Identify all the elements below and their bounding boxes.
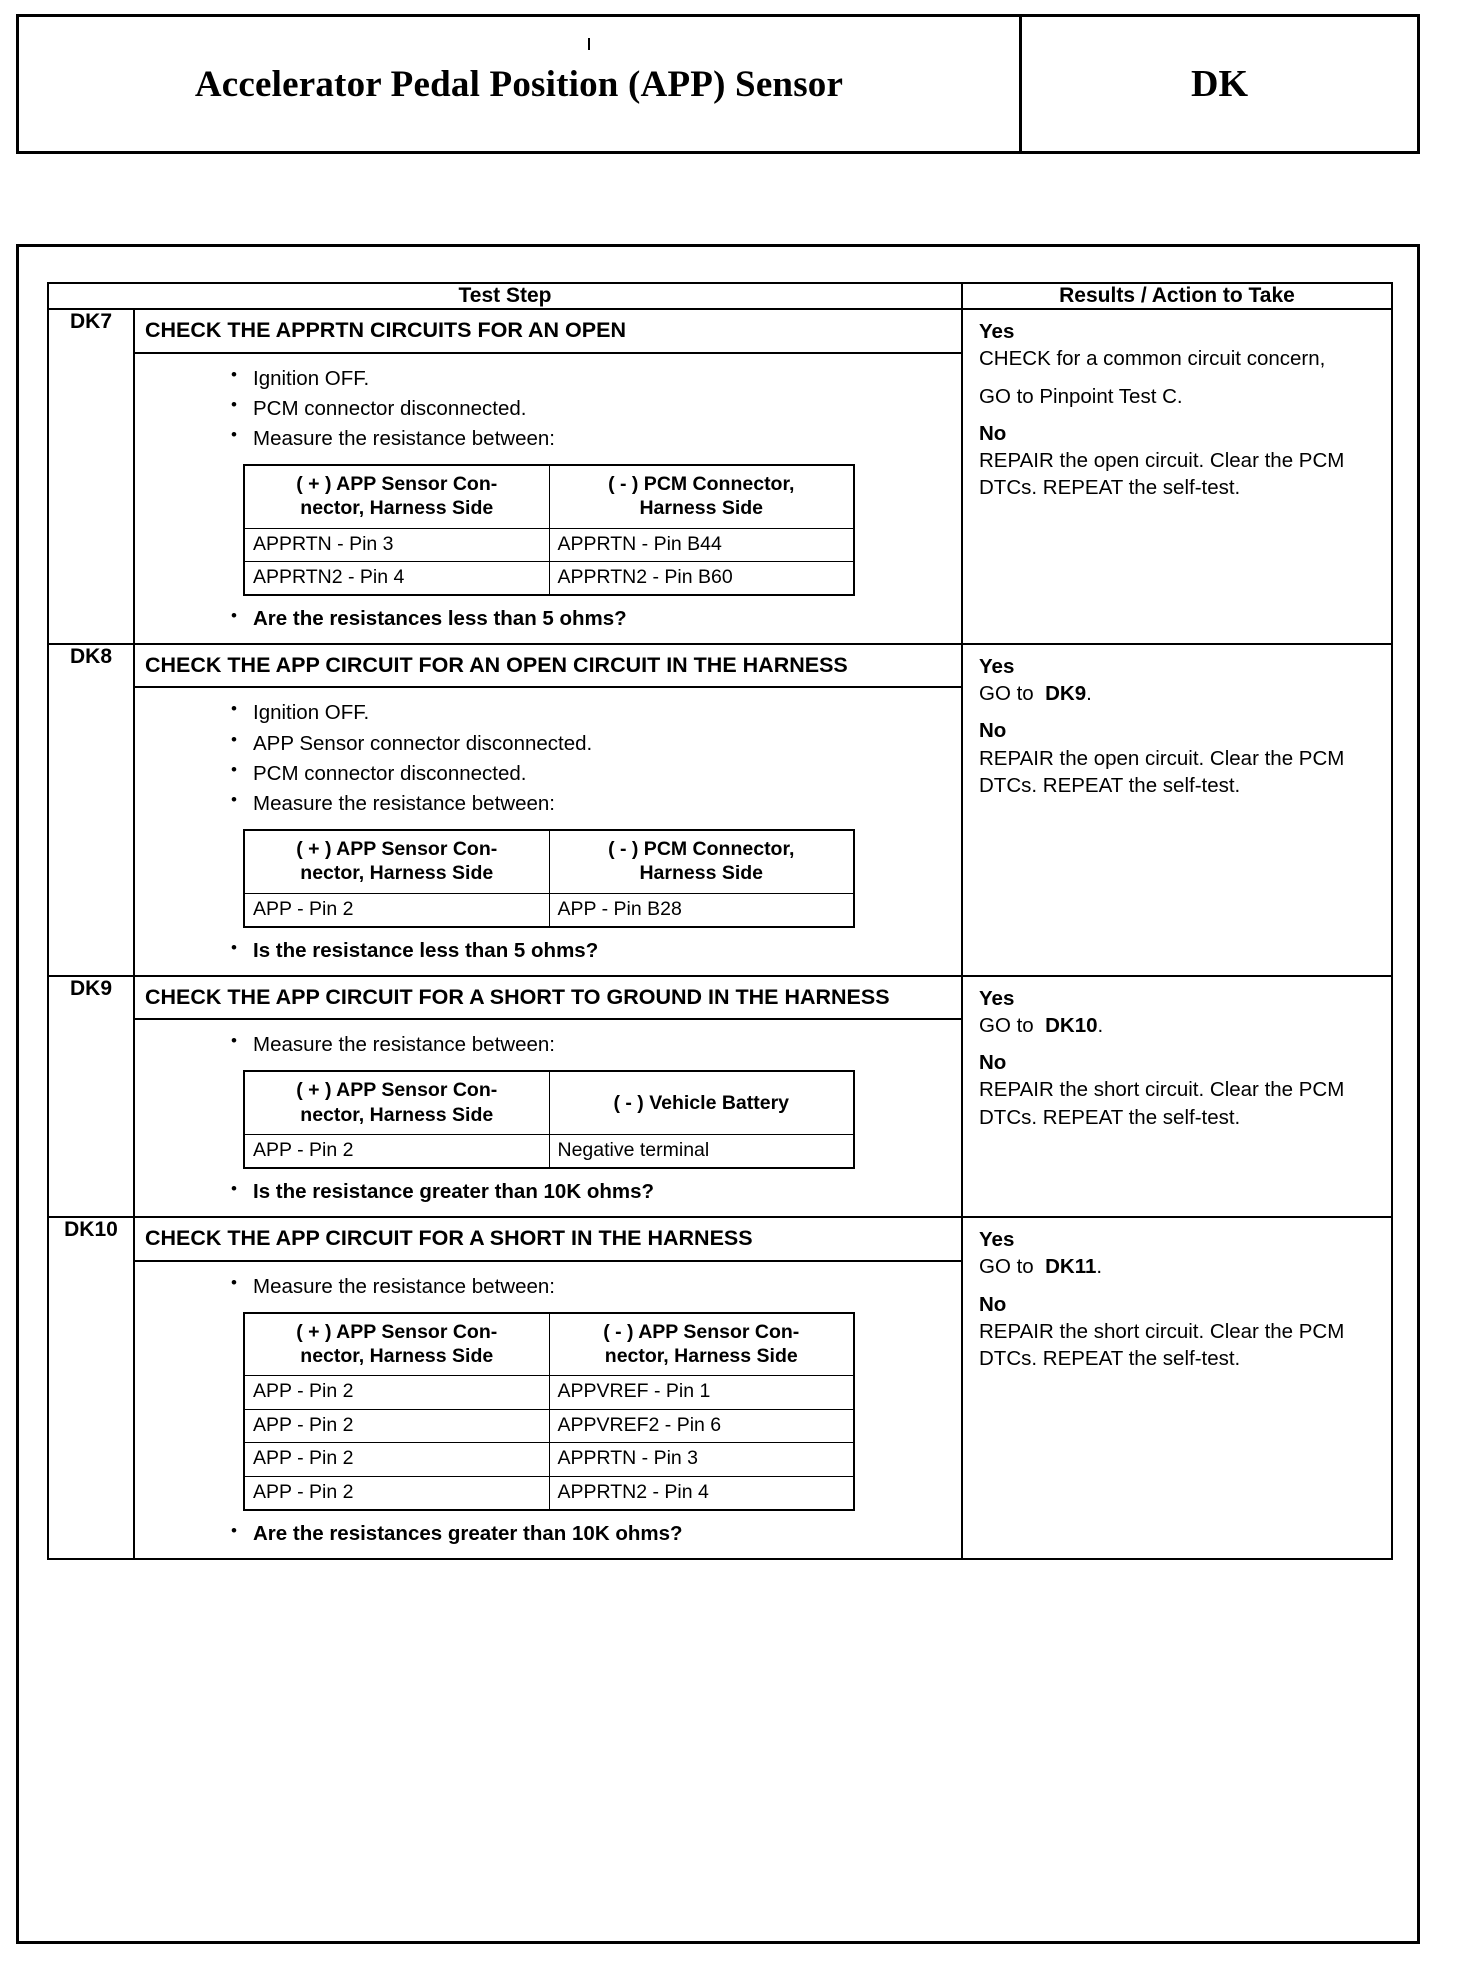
table-row (244, 1135, 854, 1169)
list-item: • Measure the resistance between: (135, 789, 961, 818)
step-question-dk9: • Is the resistance greater than 10K ohms? (135, 1171, 961, 1216)
measure-cell: APPRTN2 - Pin 4 (549, 1476, 854, 1510)
measure-cell: APP - Pin 2 (244, 893, 549, 927)
measure-header-negative (549, 830, 854, 893)
step-bullets-dk7 (135, 354, 961, 458)
result-yes-line1: CHECK for a common circuit concern, (979, 347, 1326, 371)
step-bullets-dk10 (135, 1262, 961, 1306)
table-row (244, 1376, 854, 1409)
step-id-dk7: DK7 (48, 309, 134, 644)
list-item: • Measure the resistance between: (135, 424, 961, 453)
list-item: • PCM connector disconnected. (135, 759, 961, 788)
list-item: • Measure the resistance between: (135, 1272, 961, 1301)
results-inner-dk10 (963, 1218, 1391, 1378)
measure-header-line2: ( - ) Vehicle Battery (613, 1091, 790, 1114)
step-id-dk10: DK10 (48, 1217, 134, 1558)
step-question-dk8: • Is the resistance less than 5 ohms? (135, 930, 961, 975)
table-row (244, 528, 854, 561)
result-no-label: No (979, 1292, 1007, 1316)
result-no-text: REPAIR the open circuit. Clear the PCM DTCs. REPEAT the self-test. (979, 449, 1345, 500)
header-title-cell (19, 17, 1022, 151)
result-yes-text (979, 680, 1377, 707)
step-body-dk10 (134, 1217, 962, 1558)
measure-header-line1: ( + ) APP Sensor Con- (296, 472, 498, 495)
list-item: • APP Sensor connector disconnected. (135, 729, 961, 758)
measurement-table-wrap-dk7 (135, 458, 961, 598)
step-title-dk7: CHECK THE APPRTN CIRCUITS FOR AN OPEN (135, 310, 961, 354)
measure-cell: APP - Pin 2 (244, 1135, 549, 1169)
measurement-table-wrap-dk8 (135, 823, 961, 930)
table-row (244, 893, 854, 927)
measure-cell: APPRTN - Pin B44 (549, 528, 854, 561)
step-body-dk9 (134, 976, 962, 1217)
result-no-text: REPAIR the short circuit. Clear the PCM DTCs. REPEAT the self-test. (979, 1078, 1345, 1129)
result-yes-text (979, 1253, 1377, 1280)
result-yes-suffix: . (1086, 682, 1092, 706)
table-row (244, 830, 854, 893)
list-item: • PCM connector disconnected. (135, 394, 961, 423)
measure-cell: APP - Pin 2 (244, 1376, 549, 1409)
result-yes-prefix: GO to (979, 1255, 1034, 1279)
step-title-dk8: CHECK THE APP CIRCUIT FOR AN OPEN CIRCUIT IN THE HARNESS (135, 645, 961, 689)
measure-header-line1: ( - ) APP Sensor Con- (603, 1320, 800, 1343)
measurement-table-wrap-dk10 (135, 1306, 961, 1513)
step-title-dk9: CHECK THE APP CIRCUIT FOR A SHORT TO GROUND IN THE HARNESS (135, 977, 961, 1021)
result-yes-target: DK10 (1045, 1013, 1098, 1037)
result-no-label: No (979, 719, 1007, 743)
measure-header-line2: nector, Harness Side (300, 497, 494, 520)
pinpoint-test-table (47, 282, 1393, 1560)
header-code-cell (1022, 17, 1417, 151)
result-yes-prefix: GO to (979, 1013, 1034, 1037)
measure-header-line2: nector, Harness Side (300, 1103, 494, 1126)
measurement-table-dk7 (243, 464, 855, 596)
results-inner-dk8 (963, 645, 1391, 805)
table-row (244, 1443, 854, 1476)
step-title-dk10: CHECK THE APP CIRCUIT FOR A SHORT IN THE HARNESS (135, 1218, 961, 1262)
measure-header-line2: nector, Harness Side (300, 1345, 494, 1368)
table-row (244, 465, 854, 528)
measure-header-negative (549, 1313, 854, 1376)
step-bullets-dk9 (135, 1020, 961, 1064)
result-yes-text (979, 345, 1377, 372)
step-bullets-dk8 (135, 688, 961, 822)
step-body-dk7 (134, 309, 962, 644)
page-header (16, 14, 1420, 154)
measurement-table-wrap-dk9 (135, 1064, 961, 1171)
measurement-table-dk8 (243, 829, 855, 928)
results-cell-dk9 (962, 976, 1392, 1217)
result-no-label: No (979, 1051, 1007, 1075)
table-row (48, 644, 1392, 976)
measure-header-negative (549, 1071, 854, 1134)
result-yes-prefix: GO to (979, 682, 1034, 706)
measure-header-positive (244, 465, 549, 528)
measure-cell: APPRTN2 - Pin B60 (549, 561, 854, 595)
measure-cell: APPRTN2 - Pin 4 (244, 561, 549, 595)
result-yes-target: DK9 (1045, 682, 1087, 706)
header-tick-mark (588, 38, 590, 50)
results-inner-dk9 (963, 977, 1391, 1137)
column-header-test-step: Test Step (48, 283, 962, 309)
step-body-dk8 (134, 644, 962, 976)
results-cell-dk10 (962, 1217, 1392, 1558)
measure-cell: APPRTN - Pin 3 (549, 1443, 854, 1476)
measure-header-line1: ( - ) PCM Connector, (608, 837, 795, 860)
measurement-table-dk9 (243, 1070, 855, 1169)
result-yes-label: Yes (979, 986, 1015, 1010)
table-row (48, 1217, 1392, 1558)
document-frame (16, 244, 1420, 1944)
table-row (244, 561, 854, 595)
measure-cell: APP - Pin 2 (244, 1476, 549, 1510)
measure-header-negative (549, 465, 854, 528)
table-row (48, 309, 1392, 644)
result-no-label: No (979, 421, 1007, 445)
measure-header-line1: ( - ) PCM Connector, (608, 472, 795, 495)
result-yes-line2: GO to Pinpoint Test C. (979, 384, 1183, 408)
measure-cell: APP - Pin 2 (244, 1443, 549, 1476)
measure-header-line2: Harness Side (639, 862, 764, 885)
list-item: • Measure the resistance between: (135, 1030, 961, 1059)
result-yes-label: Yes (979, 654, 1015, 678)
result-yes-target: DK11 (1045, 1255, 1097, 1279)
table-header-row (48, 283, 1392, 309)
measure-cell: Negative terminal (549, 1135, 854, 1169)
list-item: • Ignition OFF. (135, 364, 961, 393)
column-header-results: Results / Action to Take (962, 283, 1392, 309)
measurement-table-dk10 (243, 1312, 855, 1511)
result-no-text: REPAIR the open circuit. Clear the PCM DTCs. REPEAT the self-test. (979, 746, 1345, 797)
measure-header-line2: Harness Side (639, 497, 764, 520)
measure-header-line2: nector, Harness Side (300, 862, 494, 885)
measure-header-positive (244, 830, 549, 893)
measure-cell: APP - Pin 2 (244, 1409, 549, 1442)
pinpoint-test-code: DK (1191, 63, 1248, 105)
measure-header-positive (244, 1071, 549, 1134)
measure-cell: APPVREF2 - Pin 6 (549, 1409, 854, 1442)
measure-cell: APP - Pin B28 (549, 893, 854, 927)
measure-header-line2: nector, Harness Side (604, 1345, 798, 1368)
page-title: Accelerator Pedal Position (APP) Sensor (194, 63, 844, 105)
list-item: • Ignition OFF. (135, 698, 961, 727)
result-no-text: REPAIR the short circuit. Clear the PCM DTCs. REPEAT the self-test. (979, 1319, 1345, 1371)
result-yes-text (979, 1012, 1377, 1039)
table-row (244, 1409, 854, 1442)
results-cell-dk7 (962, 309, 1392, 644)
results-cell-dk8 (962, 644, 1392, 976)
result-yes-suffix: . (1096, 1255, 1103, 1279)
measure-cell: APPRTN - Pin 3 (244, 528, 549, 561)
result-yes-label: Yes (979, 1228, 1015, 1252)
result-yes-suffix: . (1097, 1013, 1104, 1037)
result-yes-label: Yes (979, 320, 1015, 343)
step-id-dk8: DK8 (48, 644, 134, 976)
table-row (48, 976, 1392, 1217)
results-inner-dk7 (963, 310, 1391, 508)
step-question-dk7: • Are the resistances less than 5 ohms? (135, 598, 961, 643)
result-yes-text-2 (979, 383, 1377, 410)
table-row (244, 1071, 854, 1134)
table-row (244, 1313, 854, 1376)
table-row (244, 1476, 854, 1510)
step-question-dk10: • Are the resistances greater than 10K ohms? (135, 1513, 961, 1558)
measure-header-positive (244, 1313, 549, 1376)
measure-header-line1: ( + ) APP Sensor Con- (296, 1320, 498, 1343)
measure-header-line1: ( + ) APP Sensor Con- (296, 1079, 498, 1102)
step-id-dk9: DK9 (48, 976, 134, 1217)
measure-header-line1: ( + ) APP Sensor Con- (296, 837, 498, 860)
measure-cell: APPVREF - Pin 1 (549, 1376, 854, 1409)
